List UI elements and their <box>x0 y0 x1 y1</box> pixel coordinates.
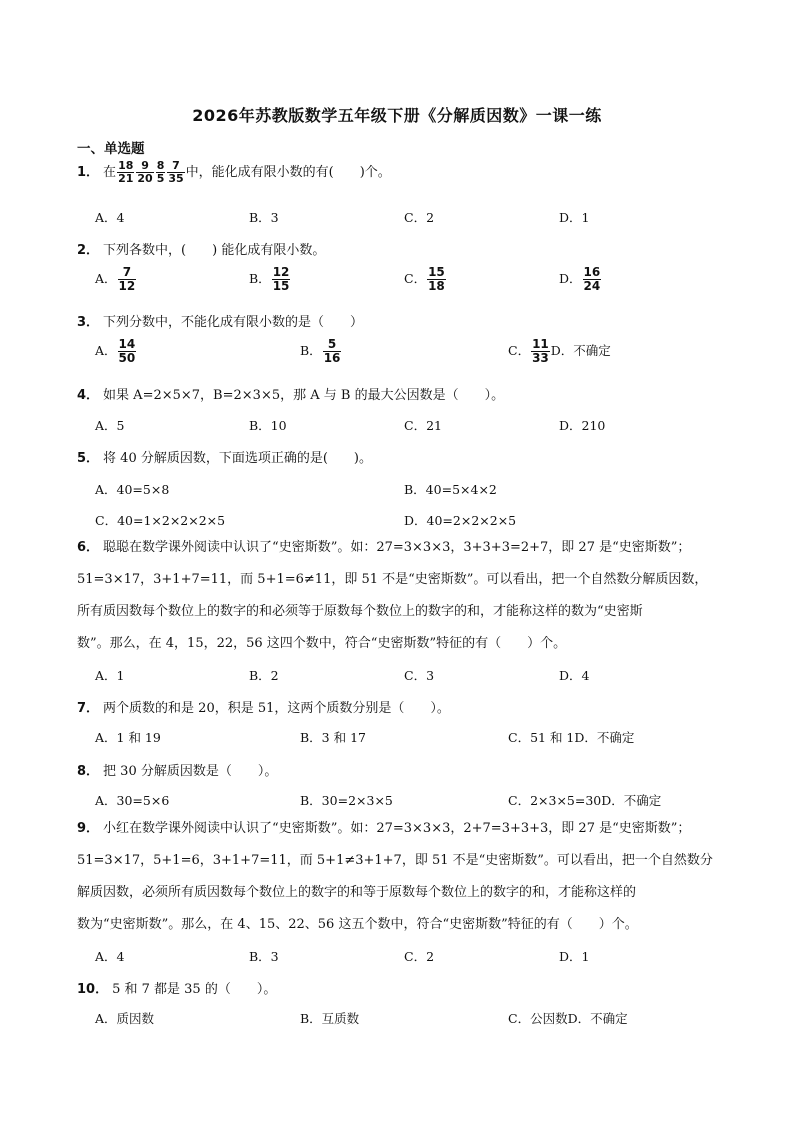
option-d[interactable]: D．40=2×2×2×5 <box>404 513 517 528</box>
option-a[interactable]: A． $\frac{14}{50}$ <box>95 337 136 365</box>
option-b[interactable]: B． $\frac{5}{16}$ <box>300 337 341 365</box>
option-a[interactable]: A．1 和 19 <box>95 730 161 745</box>
fraction: $\frac{12}{15}$ <box>272 265 290 293</box>
fraction: $\frac{14}{50}$ <box>118 337 136 365</box>
question-text: 5 和 7 都是 35 的（ ）。 <box>112 982 277 997</box>
option-c[interactable]: C．2 <box>404 210 435 225</box>
question-8 <box>77 760 277 779</box>
question-7 <box>77 697 450 716</box>
page-title: 2026年苏教版数学五年级下册《分解质因数》一课一练 <box>192 106 602 125</box>
option-c[interactable]: C． $\frac{15}{18}$ <box>404 265 445 293</box>
fraction: $\frac{15}{18}$ <box>428 265 445 293</box>
question-text: 将 40 分解质因数，下面选项正确的是( )。 <box>103 451 372 466</box>
question-text: 下列各数中，( ) 能化成有限小数。 <box>103 243 326 258</box>
question-5 <box>77 447 372 466</box>
question-text: 下列分数中，不能化成有限小数的是（ ） <box>103 315 364 330</box>
option-a[interactable]: A．1 <box>95 668 125 683</box>
question-text-line: 51=3×17，5+1=6，3+1+7=11，而 5+1≠3+1+7，即 51 不是“史密斯数”。可以看出，把一个自然数分 <box>77 853 713 868</box>
question-number: 7． <box>77 701 100 716</box>
question-text: 两个质数的和是 20，积是 51，这两个质数分别是（ ）。 <box>103 701 450 716</box>
question-number: 1． <box>77 165 100 180</box>
section-heading: 一、单选题 <box>77 141 145 157</box>
question-number: 6． <box>77 540 100 555</box>
question-number: 3． <box>77 315 100 330</box>
question-text-line: 51=3×17，3+1+7=11，而 5+1=6≠11，即 51 不是“史密斯数”。可以看出，把一个自然数分解质因数， <box>77 572 708 587</box>
question-text: 中，能化成有限小数的有( )个。 <box>185 165 391 180</box>
option-a[interactable]: A．质因数 <box>95 1011 155 1026</box>
option-d[interactable]: D．不确定 <box>550 343 611 358</box>
question-number: 9． <box>77 821 100 836</box>
option-d[interactable]: D．不确定 <box>601 793 662 808</box>
question-number: 5． <box>77 451 100 466</box>
option-b[interactable]: B．3 和 17 <box>300 730 366 745</box>
option-d[interactable]: D．4 <box>559 668 590 683</box>
option-c[interactable]: C．40=1×2×2×2×5 <box>95 513 226 528</box>
option-a[interactable]: A．4 <box>95 949 125 964</box>
option-b[interactable]: B．30=2×3×5 <box>300 793 393 808</box>
option-d[interactable]: D． $\frac{16}{24}$ <box>559 265 601 293</box>
fraction: $\frac{9}{20}$ <box>137 159 153 185</box>
question-6 <box>77 532 717 660</box>
fraction: $\frac{7}{12}$ <box>118 265 136 293</box>
option-c[interactable]: C．21 <box>404 418 442 433</box>
option-c[interactable]: C．51 和 1D．不确定 <box>508 730 635 745</box>
question-3 <box>77 311 363 330</box>
option-c[interactable]: C．2 <box>404 949 435 964</box>
question-text-line: 聪聪在数学课外阅读中认识了“史密斯数”。如：27=3×3×3，3+3+3=2+7，即 27 是“史密斯数”； <box>103 540 691 555</box>
option-a[interactable]: A．40=5×8 <box>95 482 170 497</box>
fraction: $\frac{7}{35}$ <box>168 159 184 185</box>
option-b[interactable]: B．10 <box>249 418 287 433</box>
fraction: $\frac{16}{24}$ <box>583 265 601 293</box>
option-d[interactable]: D．不确定 <box>574 730 635 745</box>
option-a[interactable]: A．4 <box>95 210 125 225</box>
question-number: 2． <box>77 243 100 258</box>
question-10 <box>77 978 276 997</box>
question-text-line: 数为“史密斯数”。那么，在 4、15、22、56 这五个数中，符合“史密斯数”特征的有（ ）个。 <box>77 917 638 932</box>
option-b[interactable]: B．2 <box>249 668 279 683</box>
option-d[interactable]: D．1 <box>559 949 590 964</box>
option-a[interactable]: A．30=5×6 <box>95 793 170 808</box>
option-b[interactable]: B． $\frac{12}{15}$ <box>249 265 290 293</box>
question-text: 在 <box>103 165 117 180</box>
question-text: 把 30 分解质因数是（ ）。 <box>103 764 278 779</box>
fraction: $\frac{5}{16}$ <box>323 337 341 365</box>
question-text: 如果 A=2×5×7，B=2×3×5，那 A 与 B 的最大公因数是（ ）。 <box>103 388 505 403</box>
question-text-line: 小红在数学课外阅读中认识了“史密斯数”。如：27=3×3×3，2+7=3+3+3，即 27 是“史密斯数”； <box>103 821 691 836</box>
option-d[interactable]: D．1 <box>559 210 590 225</box>
option-b[interactable]: B．3 <box>249 210 279 225</box>
fraction: $\frac{11}{33}$ <box>532 337 549 365</box>
option-d[interactable]: D．210 <box>559 418 606 433</box>
question-1 <box>77 160 391 185</box>
question-number: 4． <box>77 388 100 403</box>
option-a[interactable]: A． $\frac{7}{12}$ <box>95 265 136 293</box>
option-d[interactable]: D．不确定 <box>567 1011 628 1026</box>
option-c[interactable]: C．公因数D．不确定 <box>508 1011 628 1026</box>
question-9 <box>77 813 717 941</box>
option-c[interactable]: C．2×3×5=30D．不确定 <box>508 793 662 808</box>
question-text-line: 数”。那么，在 4，15，22，56 这四个数中，符合“史密斯数”特征的有（ ）个。 <box>77 636 567 651</box>
question-2 <box>77 239 325 258</box>
fraction: $\frac{8}{5}$ <box>156 159 165 185</box>
question-text-line: 所有质因数每个数位上的数字的和必须等于原数每个数位上的数字的和，才能称这样的数为“史密斯 <box>77 604 643 619</box>
option-b[interactable]: B．40=5×4×2 <box>404 482 497 497</box>
option-c[interactable]: C．3 <box>404 668 435 683</box>
question-number: 10． <box>77 982 109 997</box>
option-b[interactable]: B．3 <box>249 949 279 964</box>
question-text-line: 解质因数，必须所有质因数每个数位上的数字的和等于原数每个数位上的数字的和，才能称这样的 <box>77 885 637 900</box>
option-b[interactable]: B．互质数 <box>300 1011 360 1026</box>
question-4 <box>77 384 504 403</box>
option-c[interactable]: C． $\frac{11}{33}$ D．不确定 <box>508 337 611 365</box>
fraction: $\frac{18}{21}$ <box>118 159 134 185</box>
question-number: 8． <box>77 764 100 779</box>
option-a[interactable]: A．5 <box>95 418 125 433</box>
